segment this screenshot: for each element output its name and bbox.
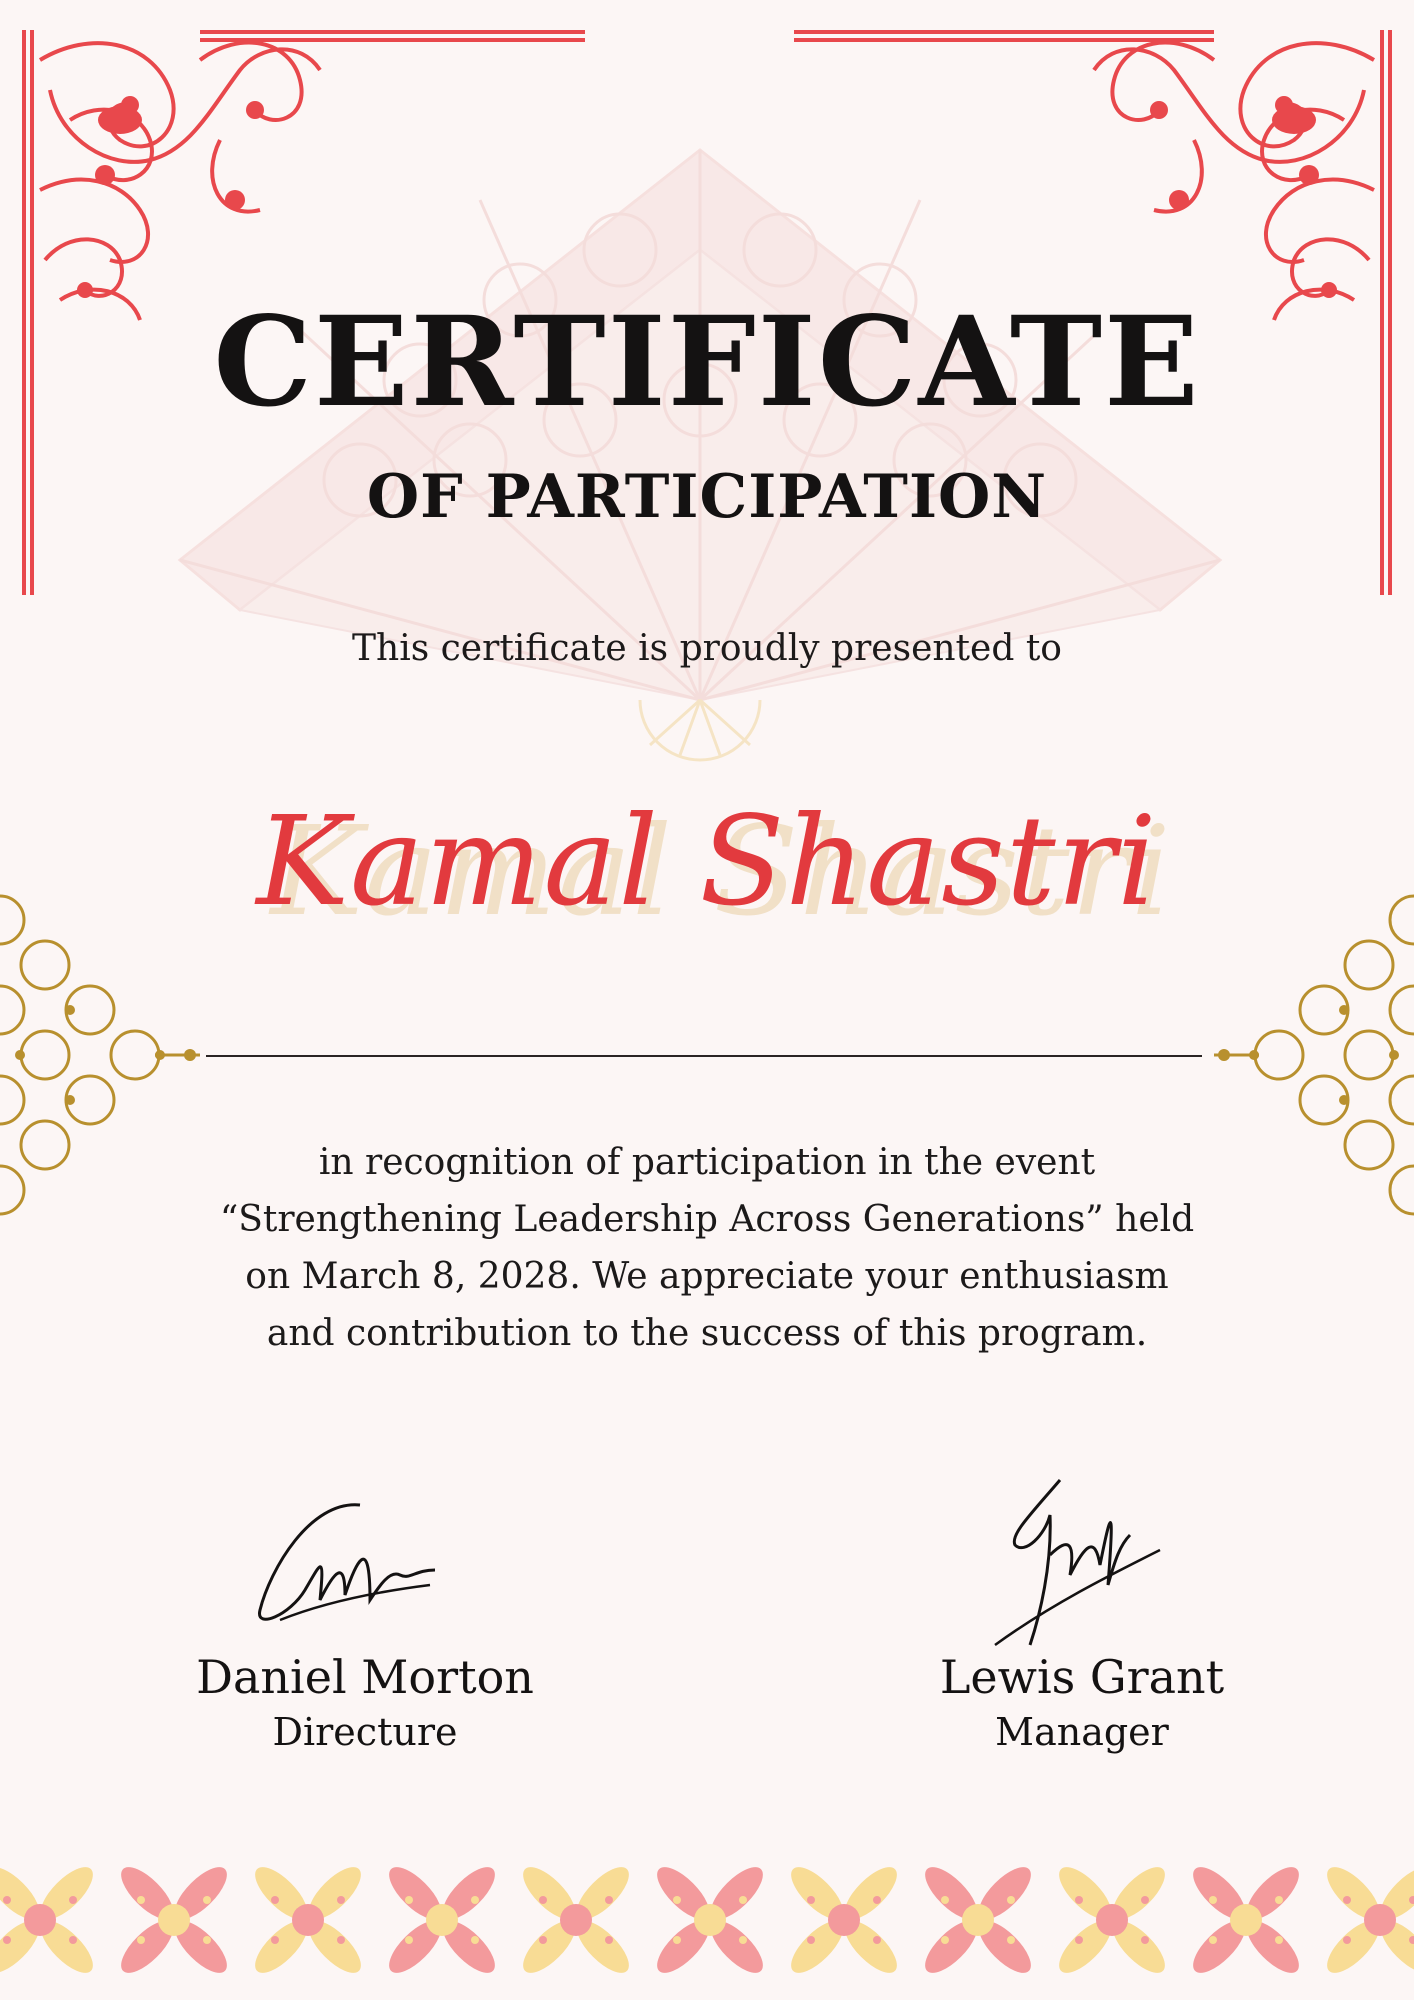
presented-line: This certificate is proudly presented to [352,628,1062,669]
body-line: on March 8, 2028. We appreciate your enthusiasm [245,1256,1169,1297]
signature-right-icon [990,1475,1170,1655]
body-line: and contribution to the success of this program. [266,1313,1148,1354]
signatory-name: Daniel Morton [196,1650,534,1704]
signatory-role: Directure [272,1710,458,1754]
certificate-subtitle: OF PARTICIPATION [366,462,1048,532]
body-line: in recognition of participation in the event [318,1142,1096,1183]
signatory-name: Lewis Grant [939,1650,1225,1704]
signatory-right [892,1650,1272,1754]
recognition-text [170,1134,1244,1362]
signature-left-icon [250,1490,440,1630]
certificate-title: CERTIFICATE [213,290,1201,435]
name-underline [206,1055,1202,1057]
signatory-role: Manager [995,1710,1169,1754]
body-line: “Strengthening Leadership Across Generations” held [219,1199,1195,1240]
signatory-left [175,1650,555,1754]
recipient-name: Kamal Shastri [256,790,1158,934]
